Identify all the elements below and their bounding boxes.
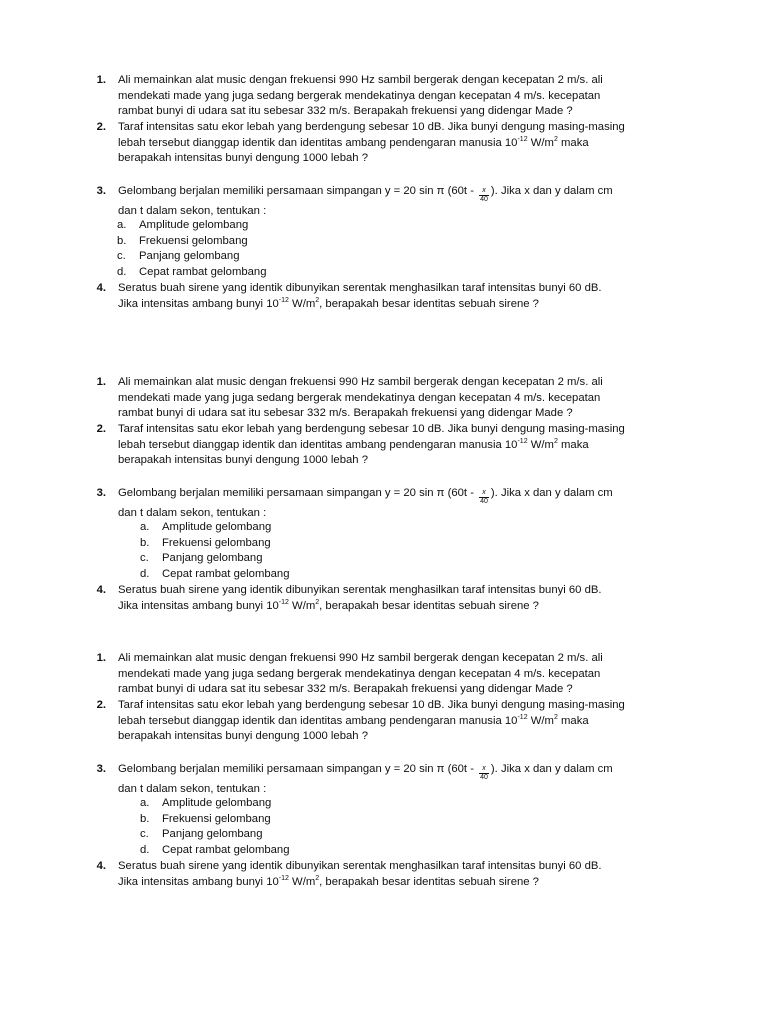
- question-text: berapakah intensitas bunyi dengung 1000 lebah ?: [118, 152, 368, 165]
- question-text: Gelombang berjalan memiliki persamaan simpangan y = 20 sin π (60t - $\frac{x}{40}$ ). Jika x dan y dalam cm: [118, 185, 613, 203]
- sub-question-text: Panjang gelombang: [162, 552, 263, 565]
- question-text: Ali memainkan alat music dengan frekuensi 990 Hz sambil bergerak dengan kecepatan 2 m/s. ali: [118, 652, 603, 664]
- question-text: Taraf intensitas satu ekor lebah yang berdengung sebesar 10 dB. Jika bunyi dengung masing-masing: [118, 423, 625, 435]
- sub-question-item: [140, 567, 289, 583]
- question-number: 1.: [96, 376, 106, 388]
- question-text: lebah tersebut dianggap identik dan identitas ambang pendengaran manusia $10^{-12}$ $W/m^2$ maka: [118, 713, 589, 727]
- question-text: dan t dalam sekon, tentukan :: [118, 783, 267, 795]
- question-number: 4.: [96, 860, 106, 872]
- question-text: Ali memainkan alat music dengan frekuensi 990 Hz sambil bergerak dengan kecepatan 2 m/s. ali: [118, 74, 603, 86]
- question-text: Jika intensitas ambang bunyi $10^{-12}$ $W/m^2$, berapakah besar identitas sebuah sirene ?: [118, 296, 539, 310]
- sub-question-label: c.: [140, 828, 149, 841]
- sub-question-label: b.: [140, 812, 150, 825]
- question-number: 3.: [96, 763, 106, 775]
- question-text: Gelombang berjalan memiliki persamaan simpangan y = 20 sin π (60t - $\frac{x}{40}$ ). Jika x dan y dalam cm: [118, 487, 613, 505]
- question-text: Jika intensitas ambang bunyi $10^{-12}$ $W/m^2$, berapakah besar identitas sebuah sirene ?: [118, 598, 539, 612]
- question-text: lebah tersebut dianggap identik dan identitas ambang pendengaran manusia $10^{-12}$ $W/m^2$ maka: [118, 437, 589, 451]
- question-text: lebah tersebut dianggap identik dan identitas ambang pendengaran manusia $10^{-12}$ $W/m^2$ maka: [118, 135, 589, 149]
- sub-question-text: Frekuensi gelombang: [162, 536, 271, 549]
- question-number: 1.: [96, 652, 106, 664]
- question-text: rambat bunyi di udara sat itu sebesar 332 m/s. Berapakah frekuensi yang didengar Made ?: [118, 105, 573, 118]
- sub-question-text: Frekuensi gelombang: [162, 812, 271, 825]
- sub-question-text: Cepat rambat gelombang: [139, 265, 267, 278]
- question-text: dan t dalam sekon, tentukan :: [118, 507, 267, 519]
- sub-question-item: [140, 536, 271, 552]
- question-text: berapakah intensitas bunyi dengung 1000 lebah ?: [118, 454, 368, 467]
- sub-question-text: Cepat rambat gelombang: [162, 843, 290, 856]
- question-text: Seratus buah sirene yang identik dibunyikan serentak menghasilkan taraf intensitas bunyi 60 dB.: [118, 860, 602, 872]
- sub-question-label: b.: [140, 536, 150, 549]
- sub-question-label: d.: [140, 567, 150, 580]
- question-number: 2.: [96, 121, 106, 133]
- question-text: mendekati made yang juga sedang bergerak mendekatinya dengan kecepatan 4 m/s. kecepatan: [118, 391, 601, 404]
- fraction: $\frac{x}{40}$: [480, 765, 488, 781]
- question-text: rambat bunyi di udara sat itu sebesar 332 m/s. Berapakah frekuensi yang didengar Made ?: [118, 407, 573, 420]
- question-text: berapakah intensitas bunyi dengung 1000 lebah ?: [118, 730, 368, 743]
- fraction: $\frac{x}{40}$: [480, 489, 488, 505]
- question-text: rambat bunyi di udara sat itu sebesar 332 m/s. Berapakah frekuensi yang didengar Made ?: [118, 683, 573, 696]
- sub-question-label: b.: [117, 234, 127, 247]
- question-number: 3.: [96, 185, 106, 197]
- question-text: Taraf intensitas satu ekor lebah yang berdengung sebesar 10 dB. Jika bunyi dengung masing-masing: [118, 121, 625, 133]
- sub-question-label: a.: [140, 797, 150, 809]
- sub-question-item: [117, 234, 248, 250]
- sub-question-label: c.: [140, 552, 149, 565]
- sub-question-text: Panjang gelombang: [139, 250, 240, 263]
- sub-question-item: [117, 249, 240, 265]
- sub-question-text: Cepat rambat gelombang: [162, 567, 290, 580]
- sub-question-label: d.: [117, 265, 127, 278]
- sub-question-text: Frekuensi gelombang: [139, 234, 248, 247]
- question-text: Seratus buah sirene yang identik dibunyikan serentak menghasilkan taraf intensitas bunyi 60 dB.: [118, 584, 602, 596]
- question-text: Seratus buah sirene yang identik dibunyikan serentak menghasilkan taraf intensitas bunyi 60 dB.: [118, 282, 602, 294]
- fraction: $\frac{x}{40}$: [480, 187, 488, 203]
- question-text: mendekati made yang juga sedang bergerak mendekatinya dengan kecepatan 4 m/s. kecepatan: [118, 667, 601, 680]
- question-text: Gelombang berjalan memiliki persamaan simpangan y = 20 sin π (60t - $\frac{x}{40}$ ). Jika x dan y dalam cm: [118, 763, 613, 781]
- sub-question-label: d.: [140, 843, 150, 856]
- question-number: 1.: [96, 74, 106, 86]
- sub-question-item: [140, 796, 271, 812]
- sub-question-label: a.: [140, 521, 150, 533]
- sub-question-label: a.: [117, 219, 127, 231]
- question-number: 4.: [96, 282, 106, 294]
- question-number: 4.: [96, 584, 106, 596]
- question-number: 3.: [96, 487, 106, 499]
- sub-question-text: Panjang gelombang: [162, 828, 263, 841]
- question-number: 2.: [96, 423, 106, 435]
- sub-question-item: [140, 827, 263, 843]
- question-text: Ali memainkan alat music dengan frekuensi 990 Hz sambil bergerak dengan kecepatan 2 m/s. ali: [118, 376, 603, 388]
- question-text: Jika intensitas ambang bunyi $10^{-12}$ $W/m^2$, berapakah besar identitas sebuah sirene ?: [118, 874, 539, 888]
- sub-question-item: [140, 812, 271, 828]
- sub-question-text: Amplitude gelombang: [162, 521, 272, 533]
- sub-question-text: Amplitude gelombang: [162, 797, 272, 809]
- question-text: Taraf intensitas satu ekor lebah yang berdengung sebesar 10 dB. Jika bunyi dengung masing-masing: [118, 699, 625, 711]
- question-text: mendekati made yang juga sedang bergerak mendekatinya dengan kecepatan 4 m/s. kecepatan: [118, 89, 601, 102]
- sub-question-item: [140, 843, 289, 859]
- sub-question-item: [117, 265, 266, 281]
- sub-question-label: c.: [117, 250, 126, 263]
- sub-question-item: [140, 551, 263, 567]
- question-text: dan t dalam sekon, tentukan :: [118, 205, 267, 217]
- sub-question-item: [140, 520, 271, 536]
- question-number: 2.: [96, 699, 106, 711]
- sub-question-item: [117, 218, 248, 234]
- sub-question-text: Amplitude gelombang: [139, 219, 249, 231]
